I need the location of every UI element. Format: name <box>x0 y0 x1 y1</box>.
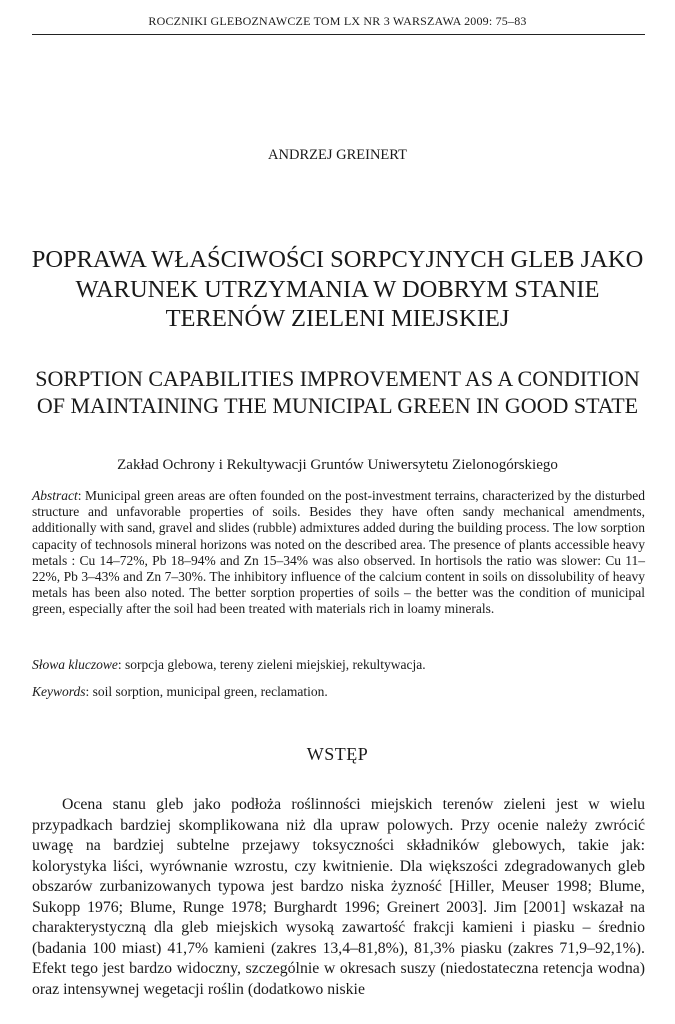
keywords-polish-label: Słowa kluczowe <box>32 657 118 672</box>
author-name: ANDRZEJ GREINERT <box>268 147 407 163</box>
abstract-text: : Municipal green areas are often founded on the post-investment terrains, characterized by the disturbed structure and unfavorable properties of soils. Besides they have often sandy mechanical amendments, additionally with sand, gravel and slides (rubble) admixtures added during the building process. The low sorption capacity of technosols mineral horizons was noted on the described area. The presence of plants accessible heavy metals : Cu 14–72%, Pb 18–94% and Zn 15–34% was also observed. In hortisols the ratio was slower: Cu 11–22%, Pb 3–43% and Zn 7–30%. The inhibitory influence of the calcium content in soils on dissolubility of heavy metals has been also noted. The better sorption properties of soils – the better was the condition of municipal green, especially after the soil had been treated with materials rich in loamy minerals. <box>32 488 645 617</box>
header-rule <box>32 34 645 35</box>
affiliation: Zakład Ochrony i Rekultywacji Gruntów Uniwersytetu Zielonogórskiego <box>117 457 558 473</box>
keywords-polish <box>32 657 645 673</box>
body-paragraph: Ocena stanu gleb jako podłoża roślinności miejskich terenów zieleni jest w wielu przypadkach bardziej skomplikowana niż dla upraw polowych. Przy ocenie należy zwrócić uwagę na bardziej subtelne przejawy toksyczności składników glebowych, takie jak: kolorystyka liści, wyrównanie wzrostu, czy kwitnienie. Dla większości zdegradowanych gleb obszarów zurbanizowanych typowa jest bardzo niska żyzność [Hiller, Meuser 1998; Blume, Sukopp 1976; Blume, Runge 1978; Burghardt 1996; Greinert 2003]. Jim [2001] wskazał na charakterystyczną dla gleb miejskich wysoką zawartość frakcji kamieni i piasku – średnio (badania 100 miast) 41,7% kamieni (zakres 13,4–81,8%), 81,3% piasku (zakres 71,9–92,1%). Efekt tego jest bardzo widoczny, szczególnie w okresach suszy (niedostateczna retencja wodna) oraz intensywnej wegetacji roślin (dodatkowo niskie <box>32 796 645 998</box>
keywords-english-label: Keywords <box>32 684 86 699</box>
journal-running-head: ROCZNIKI GLEBOZNAWCZE TOM LX NR 3 WARSZAWA 2009: 75–83 <box>148 14 527 28</box>
title-english: SORPTION CAPABILITIES IMPROVEMENT AS A CONDITION OF MAINTAINING THE MUNICIPAL GREEN IN GOOD STATE <box>35 366 640 418</box>
section-heading: WSTĘP <box>306 744 369 764</box>
title-polish: POPRAWA WŁAŚCIWOŚCI SORPCYJNYCH GLEB JAKO WARUNEK UTRZYMANIA W DOBRYM STANIE TERENÓW ZIELENI MIEJSKIEJ <box>31 246 644 332</box>
abstract <box>32 488 645 618</box>
abstract-label: Abstract <box>32 488 78 503</box>
keywords-english <box>32 684 645 700</box>
keywords-english-text: : soil sorption, municipal green, reclamation. <box>85 684 328 699</box>
keywords-polish-text: : sorpcja glebowa, tereny zieleni miejskiej, rekultywacja. <box>117 657 426 672</box>
